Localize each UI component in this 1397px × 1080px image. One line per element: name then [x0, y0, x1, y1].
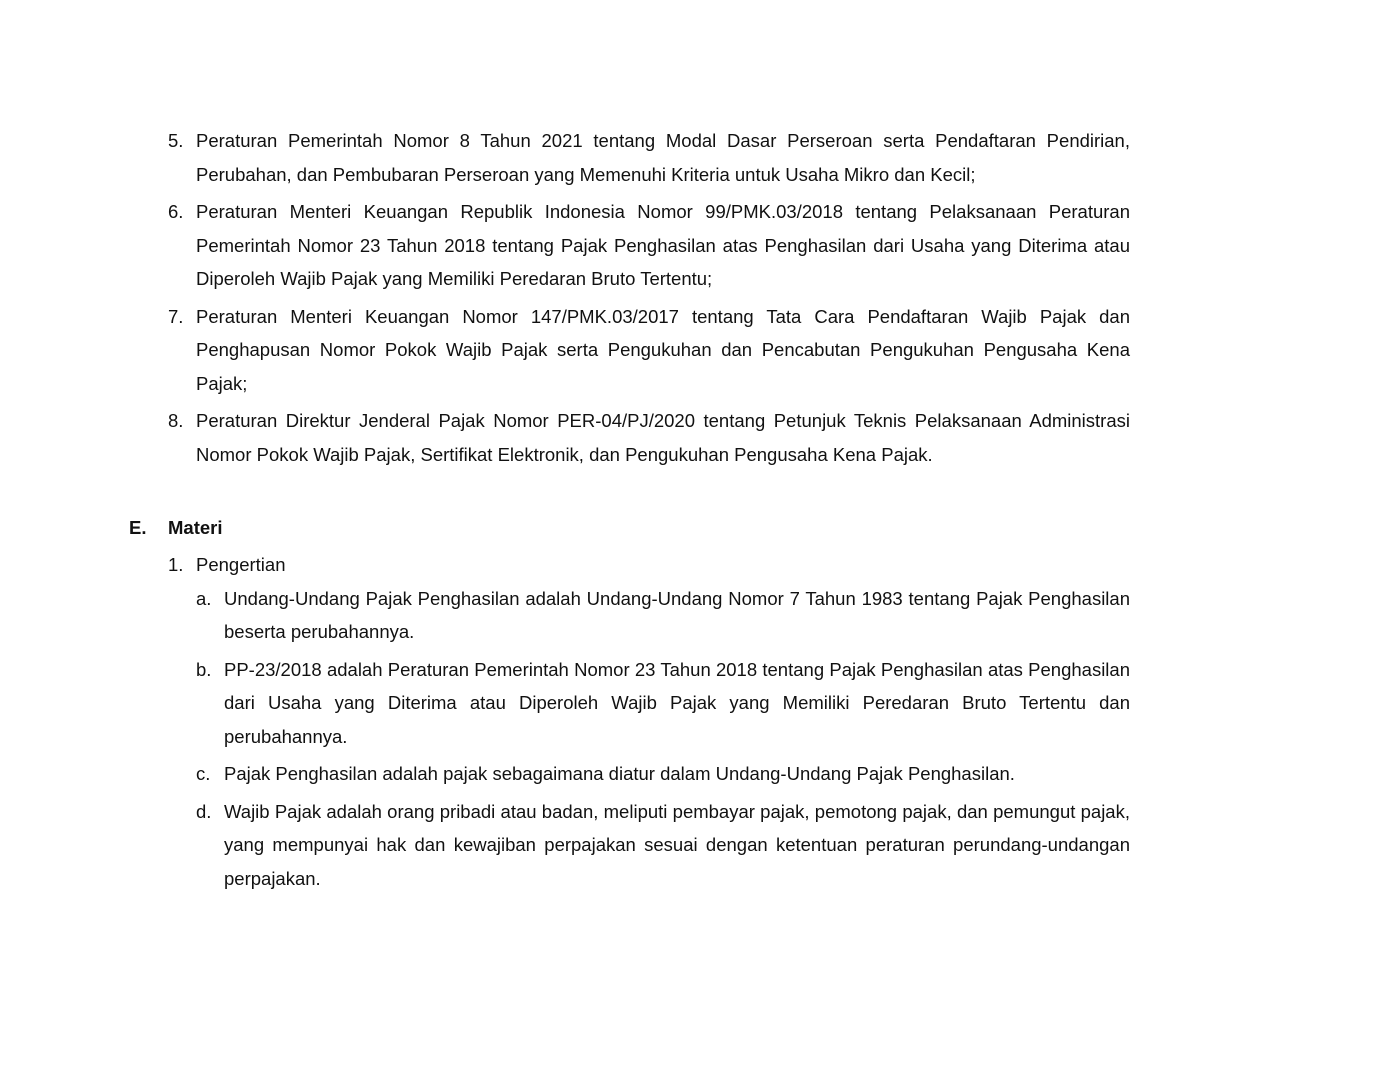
item-number: 8. [168, 410, 184, 431]
regulation-item [168, 300, 1130, 401]
definition-item [196, 795, 1130, 896]
item-number: 7. [168, 305, 184, 327]
item-text: Peraturan Direktur Jenderal Pajak Nomor PER-04/PJ/2020 tentang Petunjuk Teknis Pelaksanaan Administrasi Nomor Pokok Wajib Pajak, Sertifikat Elektronik, dan Pengukuhan Pengusaha Kena Pajak. [196, 410, 1130, 465]
item-text: Peraturan Menteri Keuangan Republik Indonesia Nomor 99/PMK.03/2018 tentang Pelaksanaan Peraturan Pemerintah Nomor 23 Tahun 2018 tentang Pajak Penghasilan atas Penghasilan dari Usaha yang Diterima atau Diperoleh Wajib Pajak yang Memiliki Peredaran Bruto Tertentu; [196, 201, 1130, 289]
regulation-list [168, 124, 1130, 475]
definition-list [168, 582, 1130, 896]
subsection-item [168, 548, 1130, 895]
item-text: PP-23/2018 adalah Peraturan Pemerintah Nomor 23 Tahun 2018 tentang Pajak Penghasilan atas Penghasilan dari Usaha yang Diterima atau Diperoleh Wajib Pajak yang Memiliki Peredaran Bruto Tertentu dan perubahannya. [224, 658, 1130, 747]
item-letter: c. [196, 763, 211, 784]
item-text: Undang-Undang Pajak Penghasilan adalah Undang-Undang Nomor 7 Tahun 1983 tentang Pajak Penghasilan beserta perubahannya. [224, 587, 1130, 642]
item-text: Peraturan Pemerintah Nomor 8 Tahun 2021 tentang Modal Dasar Perseroan serta Pendaftaran Pendirian, Perubahan, dan Pembubaran Perseroan yang Memenuhi Kriteria untuk Usaha Mikro dan Kecil; [196, 130, 1130, 185]
regulation-item [168, 124, 1130, 191]
subsection-list [168, 548, 1130, 899]
section-title: Materi [168, 517, 223, 538]
item-letter: a. [196, 587, 212, 609]
item-letter: b. [196, 658, 212, 680]
regulation-item [168, 195, 1130, 296]
item-letter: d. [196, 800, 212, 822]
item-text: Wajib Pajak adalah orang pribadi atau badan, meliputi pembayar pajak, pemotong pajak, dan pemungut pajak, yang mempunyai hak dan kewajiban perpajakan sesuai dengan ketentuan peraturan perundang-undangan perpajakan. [224, 800, 1130, 889]
subsection-title: Pengertian [196, 554, 286, 575]
item-text: Pajak Penghasilan adalah pajak sebagaimana diatur dalam Undang-Undang Pajak Penghasilan. [224, 763, 1015, 784]
item-number: 6. [168, 201, 184, 222]
definition-item [196, 757, 1130, 791]
subsection-number: 1. [168, 554, 184, 575]
item-number: 5. [168, 130, 184, 151]
section-letter: E. [129, 517, 147, 538]
regulation-item [168, 404, 1130, 471]
definition-item [196, 582, 1130, 649]
definition-item [196, 653, 1130, 754]
item-text: Peraturan Menteri Keuangan Nomor 147/PMK.03/2017 tentang Tata Cara Pendaftaran Wajib Pajak dan Penghapusan Nomor Pokok Wajib Pajak serta Pengukuhan dan Pencabutan Pengukuhan Pengusaha Kena Pajak; [196, 305, 1130, 394]
